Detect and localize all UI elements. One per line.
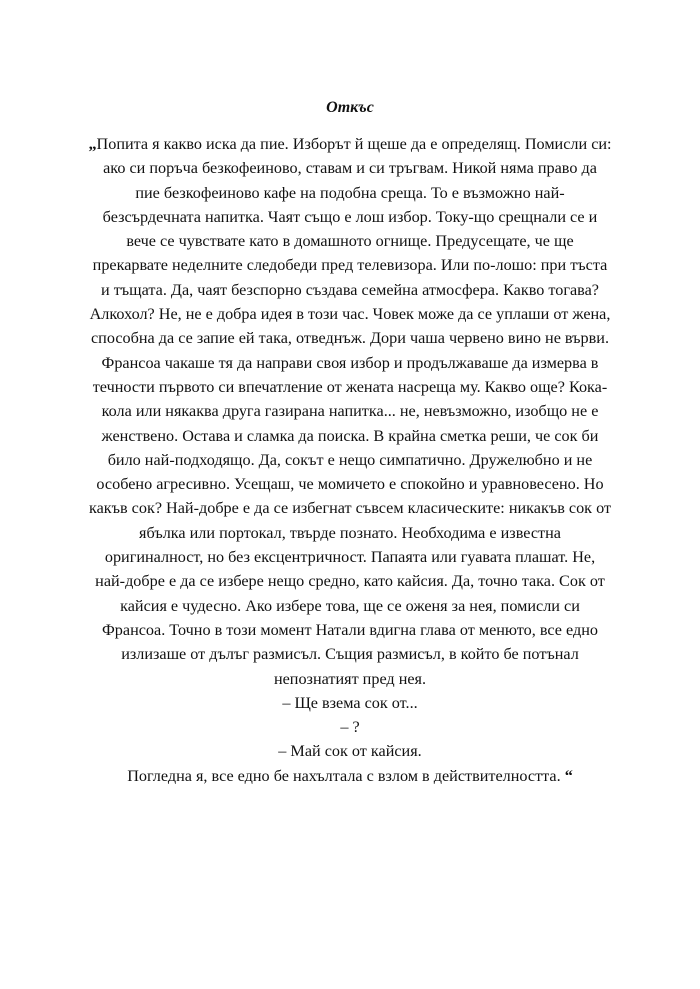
text-line: безсърдечната напитка. Чаят също е лош избор. Току-що срещнали се и <box>102 207 598 226</box>
opening-quote-mark: „ <box>88 135 97 153</box>
text-line: способна да се запие ей така, отведнъж. Дори чаша червено вино не върви. <box>90 329 609 348</box>
excerpt-body <box>60 132 640 788</box>
text-line: най-добре е да се избере нещо средно, като кайсия. Да, точно така. Сок от <box>95 572 605 591</box>
text-line: прекарвате неделните следобеди пред телевизора. Или по-лошо: при тъста <box>92 256 608 275</box>
page-title: Откъс <box>326 99 374 116</box>
text-line: излизаше от дълъг размисъл. Същия размисъл, в който бе потънал <box>121 645 579 664</box>
text-line: вече се чувствате като в домашното огнище. Предусещате, че ще <box>126 232 574 251</box>
dialogue-line: – Май сок от кайсия. <box>278 742 422 761</box>
text-line: и тъщата. Да, чаят безспорно създава семейна атмосфера. Какво тогава? <box>101 280 599 299</box>
text-line: Алкохол? Не, не е добра идея в този час. Човек може да се уплаши от жена, <box>89 305 611 324</box>
text-line: Погледна я, все едно бе нахълтала с взлом в действителността. “ <box>127 766 573 785</box>
text-line: кайсия е чудесно. Ако избере това, ще се оженя за нея, помисли си <box>120 596 580 615</box>
text-line: било най-подходящо. Да, сокът е нещо симпатично. Дружелюбно и не <box>107 450 593 469</box>
text-line: ябълка или портокал, твърде познато. Необходима е известна <box>139 523 561 542</box>
text-line: течности първото си впечатление от жената насреща му. Какво още? Кока- <box>92 377 608 396</box>
text-line: Франсоа чакаше тя да направи своя избор и продължаваше да измерва в <box>101 353 599 372</box>
dialogue-line: – Ще взема сок от... <box>282 693 418 712</box>
text-line: женствено. Остава и сламка да поиска. В крайна сметка реши, че сок би <box>101 426 599 445</box>
text-line: непознатият пред нея. <box>273 669 427 688</box>
dialogue-line: – ? <box>340 718 360 737</box>
text-line: особено агресивно. Усещаш, че момичето е спокойно и уравновесено. Но <box>96 475 604 494</box>
text-line: пие безкофеиново кафе на подобна среща. То е възможно най- <box>135 183 565 202</box>
text-line: оригиналност, но без ексцентричност. Папаята или гуавата плашат. Не, <box>104 548 596 567</box>
text-line: Франсоа. Точно в този момент Натали вдигна глава от менюто, все едно <box>102 620 598 639</box>
text-line: „Попита я какво иска да пие. Изборът й щеше да е определящ. Помисли си: <box>88 135 612 153</box>
text-line: ако си поръча безкофеиново, ставам и си тръгвам. Никой няма право да <box>103 159 597 178</box>
text-line: какъв сок? Най-добре е да се избегнат съвсем класическите: никакъв сок от <box>88 499 612 518</box>
text-line: кола или някаква друга газирана напитка... не, невъзможно, изобщо не е <box>101 402 599 421</box>
closing-quote-mark: “ <box>564 766 573 785</box>
